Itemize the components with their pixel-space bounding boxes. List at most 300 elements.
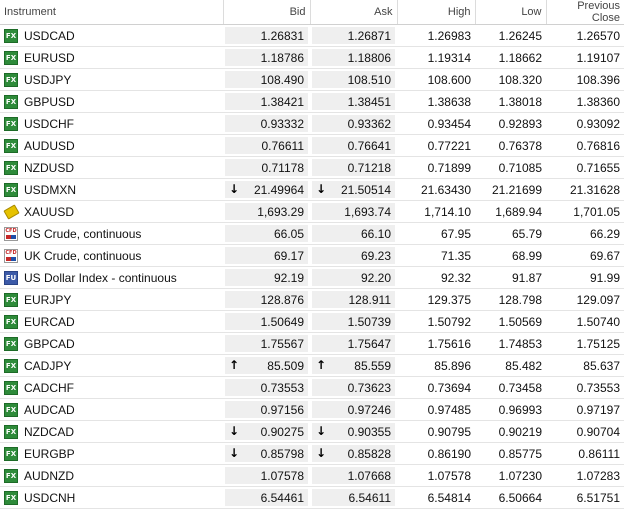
ask-cell[interactable] (310, 267, 397, 289)
ask-cell[interactable] (310, 69, 397, 91)
arrow-down-icon: ↓ (316, 182, 327, 196)
ask-cell[interactable] (310, 47, 397, 69)
bid-value: 85.509 (267, 358, 304, 373)
table-row[interactable] (0, 135, 624, 157)
bid-cell[interactable] (223, 135, 310, 157)
ask-cell-box[interactable] (312, 137, 395, 154)
previous-close-cell: 1.75125 (546, 333, 624, 355)
bid-cell-box[interactable] (225, 115, 308, 132)
arrow-down-icon: ↓ (316, 446, 327, 460)
ask-cell[interactable] (310, 421, 397, 443)
bid-value: 1.26831 (260, 28, 304, 43)
bid-cell[interactable] (223, 487, 310, 509)
previous-close-cell: 1.19107 (546, 47, 624, 69)
ask-value: 85.559 (354, 358, 391, 373)
table-row[interactable] (0, 47, 624, 69)
low-cell: 0.96993 (475, 399, 546, 421)
fx-icon: FX (4, 117, 18, 131)
bid-cell[interactable] (223, 113, 310, 135)
high-cell: 1.75616 (397, 333, 475, 355)
table-row[interactable] (0, 69, 624, 91)
ask-cell-box[interactable] (312, 27, 395, 44)
instrument-cell (0, 465, 223, 487)
high-cell: 85.896 (397, 355, 475, 377)
table-row[interactable] (0, 25, 624, 47)
previous-close-cell: 21.31628 (546, 179, 624, 201)
bid-cell-box[interactable] (225, 445, 308, 462)
low-cell: 0.71085 (475, 157, 546, 179)
table-row[interactable] (0, 465, 624, 487)
high-cell: 67.95 (397, 223, 475, 245)
bid-cell[interactable] (223, 223, 310, 245)
ask-cell-box[interactable] (312, 445, 395, 462)
fx-icon: FX (4, 29, 18, 43)
previous-close-cell: 1.50740 (546, 311, 624, 333)
instrument-name: GBPCAD (24, 336, 75, 351)
low-cell: 128.798 (475, 289, 546, 311)
instrument-name: AUDUSD (24, 138, 75, 153)
table-row[interactable] (0, 157, 624, 179)
instrument-cell (0, 487, 223, 509)
ask-value: 0.85828 (347, 446, 391, 461)
instrument-name: US Dollar Index - continuous (24, 270, 177, 285)
fx-icon: FX (4, 447, 18, 461)
low-cell: 1.50569 (475, 311, 546, 333)
bid-cell-box[interactable] (225, 335, 308, 352)
ask-cell[interactable] (310, 311, 397, 333)
ask-cell-box[interactable] (312, 335, 395, 352)
ask-value: 1.07668 (347, 468, 391, 483)
instrument-cell (0, 377, 223, 399)
fx-icon: FX (4, 425, 18, 439)
high-cell: 92.32 (397, 267, 475, 289)
high-cell: 1.07578 (397, 465, 475, 487)
previous-close-cell: 0.90704 (546, 421, 624, 443)
fx-icon: FX (4, 381, 18, 395)
bid-cell-box[interactable] (225, 181, 308, 198)
bid-cell[interactable] (223, 91, 310, 113)
fx-icon: FX (4, 337, 18, 351)
ask-cell-box[interactable] (312, 225, 395, 242)
table-row[interactable] (0, 333, 624, 355)
ask-value: 66.10 (360, 226, 391, 241)
column-header-high[interactable]: High (397, 0, 475, 25)
instrument-name: EURUSD (24, 50, 75, 65)
bid-cell[interactable] (223, 421, 310, 443)
table-row[interactable] (0, 91, 624, 113)
instrument-wrap (0, 158, 223, 177)
ask-cell[interactable] (310, 113, 397, 135)
bid-cell-box[interactable] (225, 401, 308, 418)
column-header-previous-close[interactable]: Previous Close (546, 0, 624, 25)
ask-cell[interactable] (310, 25, 397, 47)
bid-value: 1,693.29 (257, 204, 304, 219)
previous-close-cell: 0.73553 (546, 377, 624, 399)
cfd-icon (4, 227, 18, 241)
ask-cell[interactable] (310, 223, 397, 245)
previous-close-cell: 108.396 (546, 69, 624, 91)
table-row[interactable] (0, 289, 624, 311)
instrument-wrap (0, 334, 223, 353)
instrument-wrap (0, 488, 223, 507)
bid-cell[interactable] (223, 355, 310, 377)
high-cell: 1.50792 (397, 311, 475, 333)
fx-icon: FX (4, 183, 18, 197)
bid-cell[interactable] (223, 465, 310, 487)
cfd-icon (4, 249, 18, 263)
high-cell: 0.73694 (397, 377, 475, 399)
bid-cell[interactable] (223, 201, 310, 223)
bid-cell[interactable] (223, 69, 310, 91)
fx-icon: FX (4, 359, 18, 373)
fx-icon: FX (4, 315, 18, 329)
previous-close-cell: 0.76816 (546, 135, 624, 157)
bid-cell[interactable] (223, 311, 310, 333)
instrument-cell (0, 223, 223, 245)
bid-cell[interactable] (223, 289, 310, 311)
high-cell: 0.86190 (397, 443, 475, 465)
ask-value: 0.97246 (347, 402, 391, 417)
bid-cell-box[interactable] (225, 203, 308, 220)
gold-bar-shape (3, 204, 19, 219)
bid-value: 1.18786 (260, 50, 304, 65)
previous-close-cell: 69.67 (546, 245, 624, 267)
high-cell: 1,714.10 (397, 201, 475, 223)
ask-cell-box[interactable] (312, 269, 395, 286)
table-row[interactable] (0, 223, 624, 245)
low-cell: 0.76378 (475, 135, 546, 157)
bid-cell[interactable] (223, 443, 310, 465)
instrument-wrap (0, 136, 223, 155)
previous-close-cell: 129.097 (546, 289, 624, 311)
table-row[interactable] (0, 245, 624, 267)
ask-cell-box[interactable] (312, 115, 395, 132)
ask-cell[interactable] (310, 179, 397, 201)
ask-cell[interactable] (310, 333, 397, 355)
instrument-cell (0, 47, 223, 69)
table-row[interactable] (0, 443, 624, 465)
instrument-wrap (0, 224, 223, 243)
ask-cell-box[interactable] (312, 423, 395, 440)
ask-value: 1.38451 (347, 94, 391, 109)
bid-value: 21.49964 (253, 182, 304, 197)
bid-cell[interactable] (223, 333, 310, 355)
bid-value: 6.54461 (260, 490, 304, 505)
ask-value: 21.50514 (340, 182, 391, 197)
arrow-down-icon: ↓ (229, 182, 240, 196)
ask-cell-box[interactable] (312, 159, 395, 176)
low-cell: 1.74853 (475, 333, 546, 355)
fx-icon: FX (4, 139, 18, 153)
instrument-name: NZDCAD (24, 424, 74, 439)
bid-cell-box[interactable] (225, 247, 308, 264)
bid-cell[interactable] (223, 377, 310, 399)
ask-cell[interactable] (310, 157, 397, 179)
instrument-wrap (0, 312, 223, 331)
bid-cell-box[interactable] (225, 137, 308, 154)
ask-cell-box[interactable] (312, 71, 395, 88)
instrument-name: EURJPY (24, 292, 72, 307)
ask-cell-box[interactable] (312, 357, 395, 374)
bid-cell-box[interactable] (225, 27, 308, 44)
instrument-name: AUDNZD (24, 468, 74, 483)
instrument-wrap (0, 268, 223, 287)
instrument-wrap (0, 378, 223, 397)
low-cell: 0.85775 (475, 443, 546, 465)
ask-cell-box[interactable] (312, 203, 395, 220)
bid-cell-box[interactable] (225, 291, 308, 308)
arrow-up-icon: ↑ (229, 358, 240, 372)
bid-cell-box[interactable] (225, 467, 308, 484)
bid-cell-box[interactable] (225, 269, 308, 286)
gold-icon (4, 205, 18, 219)
bid-cell-box[interactable] (225, 489, 308, 506)
ask-value: 92.20 (360, 270, 391, 285)
instrument-cell (0, 355, 223, 377)
low-cell: 68.99 (475, 245, 546, 267)
flag-icon (6, 235, 16, 239)
low-cell: 0.92893 (475, 113, 546, 135)
ask-cell-box[interactable] (312, 49, 395, 66)
ask-cell-box[interactable] (312, 313, 395, 330)
instrument-wrap (0, 466, 223, 485)
low-cell: 0.73458 (475, 377, 546, 399)
instrument-wrap (0, 246, 223, 265)
instrument-wrap (0, 114, 223, 133)
table-row[interactable] (0, 179, 624, 201)
bid-value: 0.76611 (261, 138, 304, 153)
ask-cell[interactable] (310, 355, 397, 377)
instrument-wrap (0, 202, 223, 221)
ask-cell-box[interactable] (312, 379, 395, 396)
low-cell: 21.21699 (475, 179, 546, 201)
table-row[interactable] (0, 311, 624, 333)
high-cell: 0.71899 (397, 157, 475, 179)
column-header-low[interactable]: Low (475, 0, 546, 25)
previous-close-cell: 1,701.05 (546, 201, 624, 223)
previous-close-cell: 1.07283 (546, 465, 624, 487)
instrument-name: NZDUSD (24, 160, 74, 175)
previous-close-cell: 6.51751 (546, 487, 624, 509)
instrument-cell (0, 421, 223, 443)
previous-close-cell: 1.26570 (546, 25, 624, 47)
instrument-name: USDCNH (24, 490, 76, 505)
instrument-cell (0, 333, 223, 355)
instrument-name: EURGBP (24, 446, 75, 461)
bid-cell-box[interactable] (225, 423, 308, 440)
bid-cell-box[interactable] (225, 49, 308, 66)
bid-value: 0.97156 (260, 402, 304, 417)
ask-cell-box[interactable] (312, 467, 395, 484)
ask-cell[interactable] (310, 443, 397, 465)
fx-icon: FX (4, 403, 18, 417)
fx-icon: FX (4, 491, 18, 505)
bid-cell[interactable] (223, 399, 310, 421)
instrument-name: USDCAD (24, 28, 75, 43)
flag-icon (6, 257, 16, 261)
low-cell: 1.18662 (475, 47, 546, 69)
ask-cell[interactable] (310, 487, 397, 509)
bid-cell[interactable] (223, 245, 310, 267)
instrument-cell (0, 399, 223, 421)
instrument-name: GBPUSD (24, 94, 75, 109)
ask-value: 108.510 (347, 72, 391, 87)
table-row[interactable] (0, 355, 624, 377)
ask-cell-box[interactable] (312, 489, 395, 506)
bid-cell[interactable] (223, 25, 310, 47)
ask-value: 69.23 (360, 248, 391, 263)
previous-close-cell: 85.637 (546, 355, 624, 377)
ask-value: 0.76641 (347, 138, 391, 153)
instrument-wrap (0, 48, 223, 67)
bid-cell[interactable] (223, 157, 310, 179)
bid-cell-box[interactable] (225, 225, 308, 242)
bid-value: 128.876 (260, 292, 304, 307)
bid-value: 92.19 (273, 270, 304, 285)
fx-icon: FX (4, 161, 18, 175)
instrument-cell (0, 69, 223, 91)
ask-cell[interactable] (310, 289, 397, 311)
instrument-cell (0, 113, 223, 135)
ask-cell-box[interactable] (312, 247, 395, 264)
bid-cell-box[interactable] (225, 379, 308, 396)
fx-icon: FX (4, 293, 18, 307)
fx-icon: FX (4, 469, 18, 483)
instrument-wrap (0, 356, 223, 375)
ask-cell-box[interactable] (312, 291, 395, 308)
cfd-label: CFD (5, 227, 17, 234)
instrument-wrap (0, 290, 223, 309)
previous-close-cell: 0.93092 (546, 113, 624, 135)
high-cell: 0.90795 (397, 421, 475, 443)
bid-cell-box[interactable] (225, 357, 308, 374)
previous-close-cell: 1.38360 (546, 91, 624, 113)
instrument-wrap (0, 422, 223, 441)
instrument-cell (0, 135, 223, 157)
fx-icon: FX (4, 51, 18, 65)
instrument-cell (0, 179, 223, 201)
ask-value: 6.54611 (348, 490, 391, 505)
high-cell: 6.54814 (397, 487, 475, 509)
instrument-name: US Crude, continuous (24, 226, 142, 241)
column-header-bid[interactable]: Bid (223, 0, 310, 25)
fx-icon: FX (4, 95, 18, 109)
ask-value: 1.75647 (347, 336, 391, 351)
bid-cell-box[interactable] (225, 93, 308, 110)
bid-cell[interactable] (223, 47, 310, 69)
low-cell: 91.87 (475, 267, 546, 289)
instrument-cell (0, 443, 223, 465)
instrument-name: UK Crude, continuous (24, 248, 142, 263)
instrument-cell (0, 267, 223, 289)
ask-cell[interactable] (310, 245, 397, 267)
bid-cell-box[interactable] (225, 71, 308, 88)
high-cell: 1.26983 (397, 25, 475, 47)
arrow-down-icon: ↓ (229, 424, 240, 438)
low-cell: 85.482 (475, 355, 546, 377)
column-header-instrument[interactable]: Instrument (0, 0, 223, 25)
previous-close-cell: 0.86111 (546, 443, 624, 465)
bid-cell-box[interactable] (225, 159, 308, 176)
table-row[interactable] (0, 377, 624, 399)
high-cell: 21.63430 (397, 179, 475, 201)
low-cell: 1.07230 (475, 465, 546, 487)
instrument-name: AUDCAD (24, 402, 75, 417)
low-cell: 65.79 (475, 223, 546, 245)
ask-cell[interactable] (310, 91, 397, 113)
ask-cell[interactable] (310, 135, 397, 157)
instrument-cell (0, 289, 223, 311)
ask-cell[interactable] (310, 399, 397, 421)
previous-close-cell: 91.99 (546, 267, 624, 289)
instrument-name: USDCHF (24, 116, 74, 131)
table-row[interactable] (0, 267, 624, 289)
table-row[interactable] (0, 487, 624, 509)
arrow-up-icon: ↑ (316, 358, 327, 372)
ask-value: 1.50739 (347, 314, 391, 329)
high-cell: 0.77221 (397, 135, 475, 157)
instrument-name: CADCHF (24, 380, 74, 395)
table-row[interactable] (0, 201, 624, 223)
low-cell: 1.38018 (475, 91, 546, 113)
ask-value: 1.18806 (347, 50, 391, 65)
instrument-cell (0, 245, 223, 267)
column-header-ask[interactable]: Ask (310, 0, 397, 25)
bid-value: 0.85798 (260, 446, 304, 461)
bid-cell[interactable] (223, 179, 310, 201)
bid-value: 69.17 (273, 248, 304, 263)
instrument-wrap (0, 92, 223, 111)
instrument-name: XAUUSD (24, 204, 75, 219)
ask-cell-box[interactable] (312, 401, 395, 418)
ask-cell-box[interactable] (312, 93, 395, 110)
high-cell: 1.38638 (397, 91, 475, 113)
high-cell: 71.35 (397, 245, 475, 267)
high-cell: 129.375 (397, 289, 475, 311)
ask-cell[interactable] (310, 377, 397, 399)
fu-icon: FU (4, 271, 18, 285)
bid-value: 0.90275 (260, 424, 304, 439)
low-cell: 1.26245 (475, 25, 546, 47)
table-row[interactable] (0, 399, 624, 421)
table-row[interactable] (0, 113, 624, 135)
instrument-name: CADJPY (24, 358, 72, 373)
header-row (0, 0, 624, 25)
instrument-cell (0, 157, 223, 179)
instrument-name: USDMXN (24, 182, 77, 197)
table-row[interactable] (0, 421, 624, 443)
bid-value: 0.71178 (261, 160, 304, 175)
ask-cell-box[interactable] (312, 181, 395, 198)
bid-value: 66.05 (273, 226, 304, 241)
low-cell: 0.90219 (475, 421, 546, 443)
instrument-wrap (0, 444, 223, 463)
ask-value: 1,693.74 (344, 204, 391, 219)
instrument-name: USDJPY (24, 72, 72, 87)
ask-value: 128.911 (348, 292, 391, 307)
bid-value: 0.93332 (260, 116, 304, 131)
bid-cell[interactable] (223, 267, 310, 289)
ask-value: 1.26871 (347, 28, 391, 43)
instrument-name: EURCAD (24, 314, 75, 329)
arrow-down-icon: ↓ (316, 424, 327, 438)
high-cell: 108.600 (397, 69, 475, 91)
ask-cell[interactable] (310, 465, 397, 487)
ask-cell[interactable] (310, 201, 397, 223)
instrument-cell (0, 311, 223, 333)
bid-cell-box[interactable] (225, 313, 308, 330)
instrument-wrap (0, 26, 223, 45)
